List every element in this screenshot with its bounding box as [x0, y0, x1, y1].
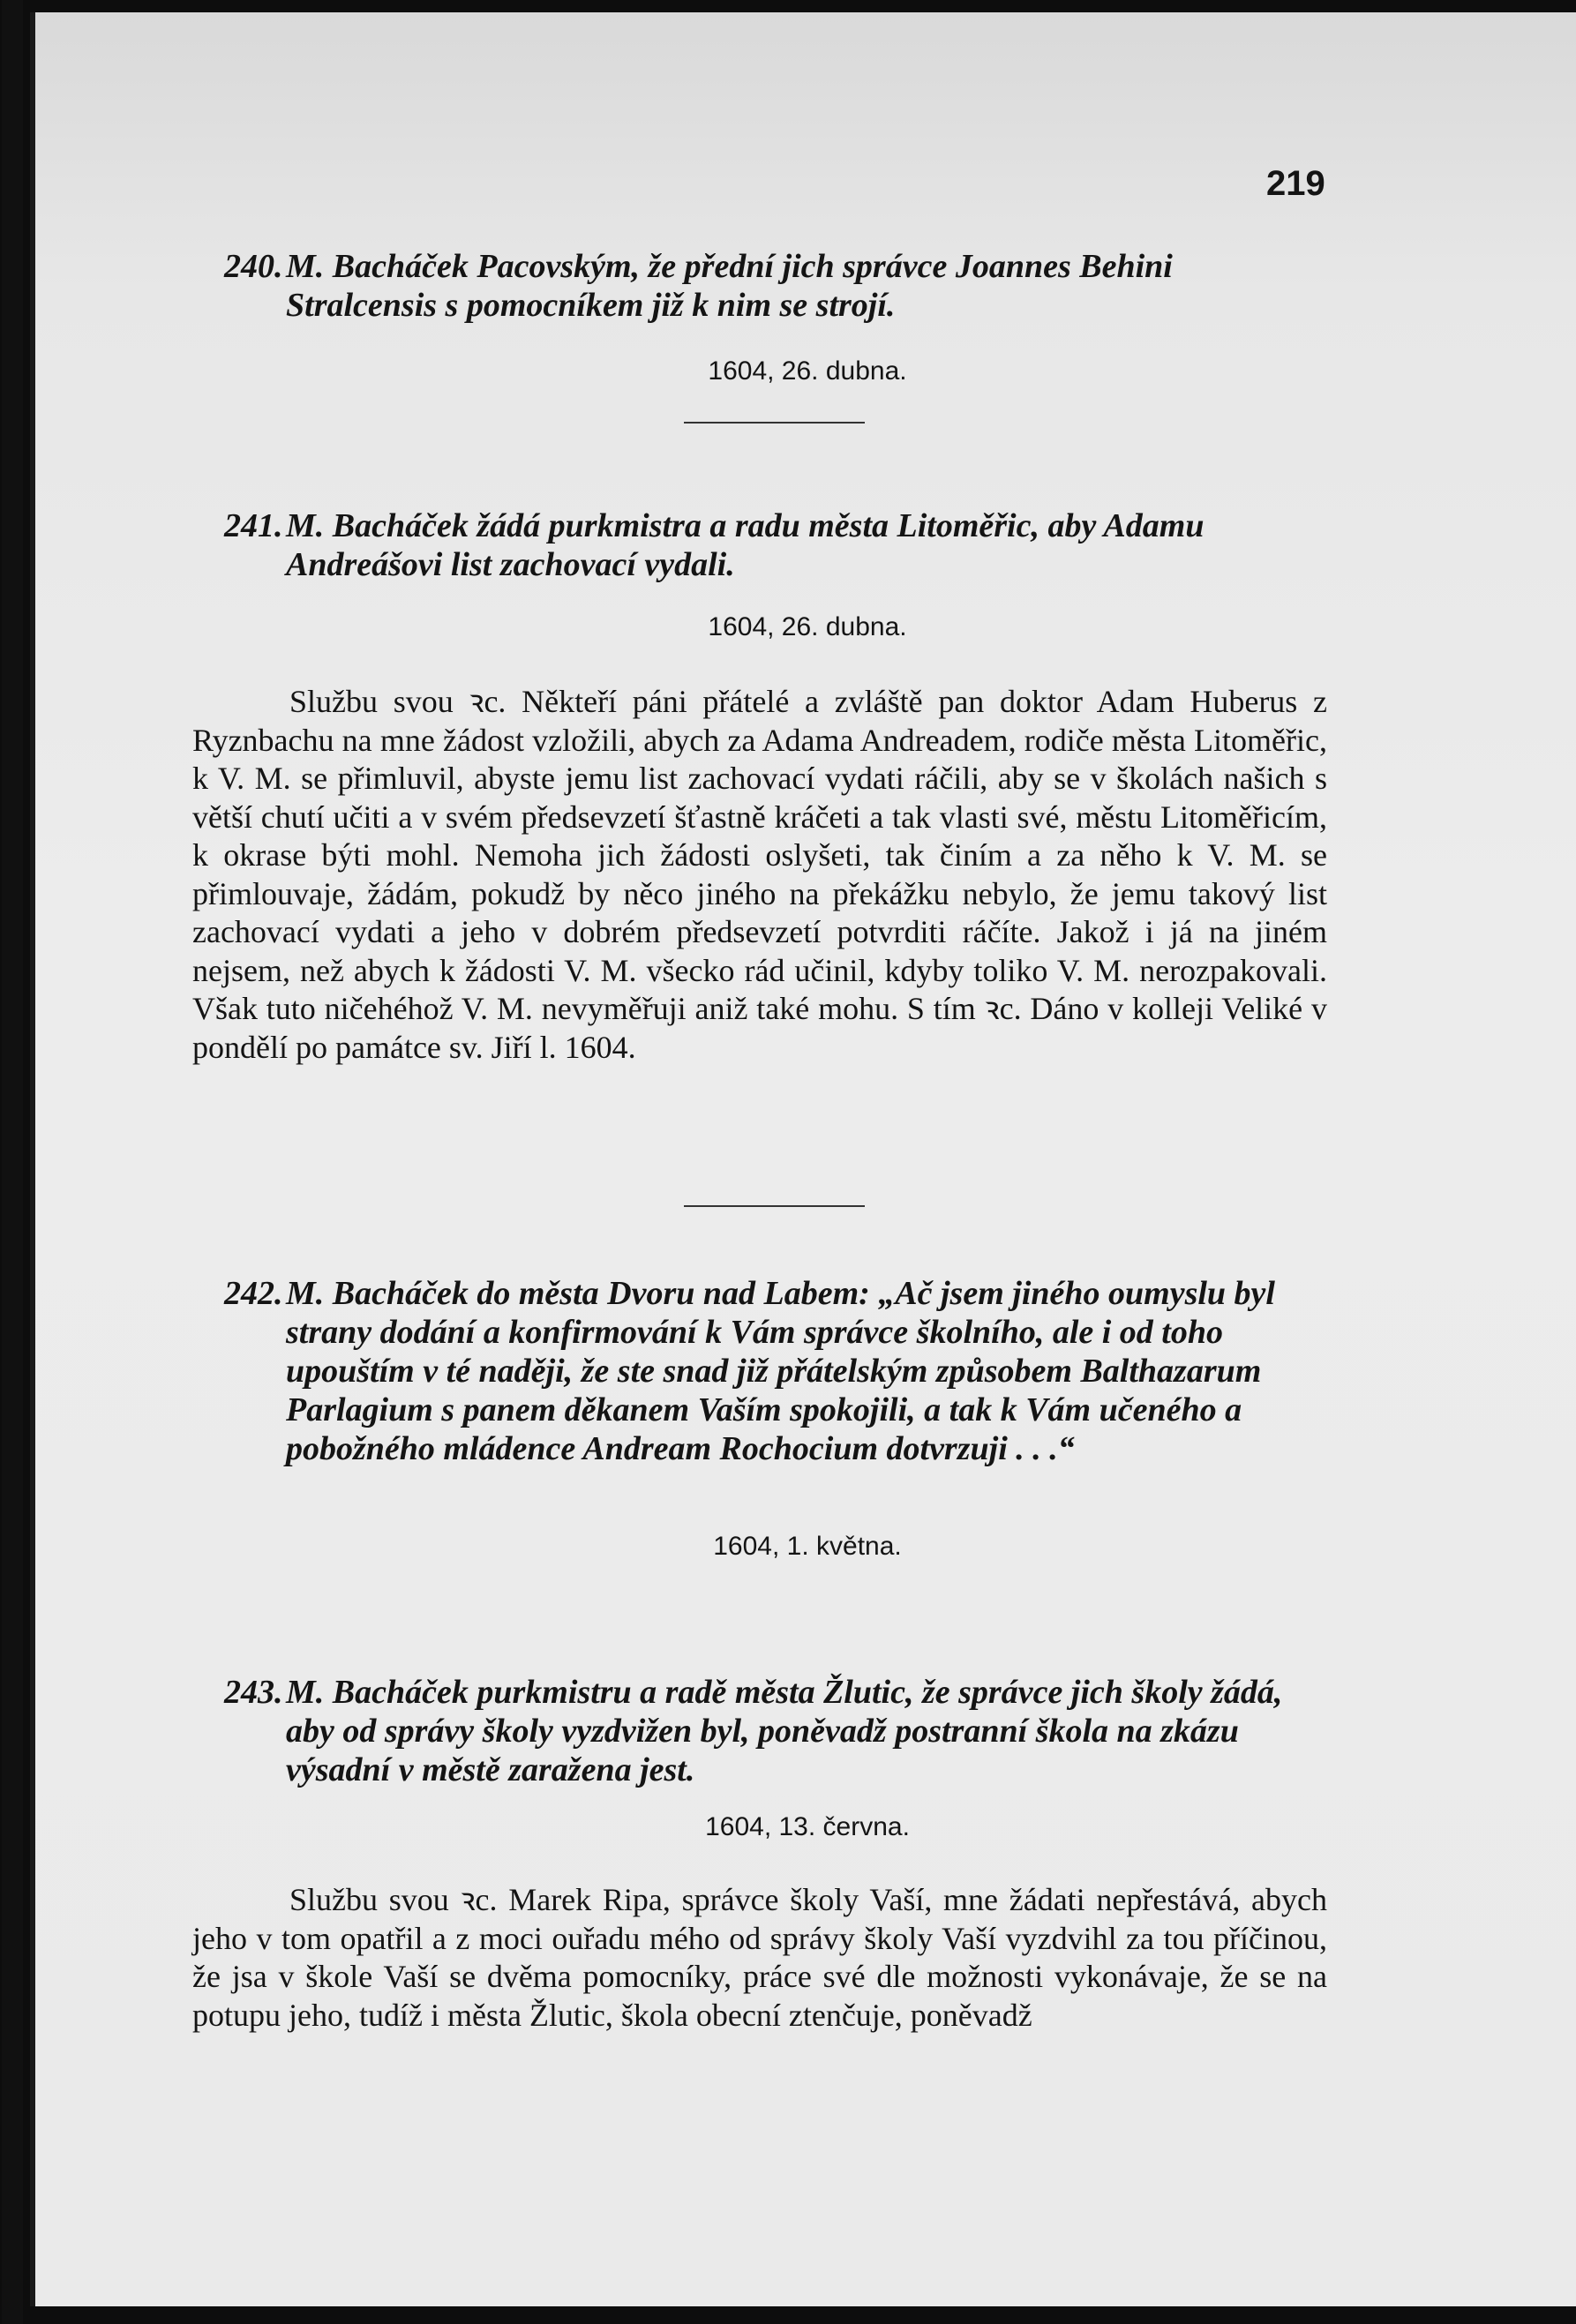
entry-title: M. Bacháček do města Dvoru nad Labem: „Ač jsem jiného oumyslu byl strany dodání a konfirmování k Vám správce školního, ale i od toho upouštím v té naději, že ste snad již přátelským způsobem Balthazarum Parlagium s panem děkanem Vaším spokojili, a tak k Vám učeného a pobožného mládence Andream Rochocium dotvrzuji . . .“: [286, 1275, 1275, 1467]
page-number: 219: [1266, 164, 1325, 203]
entry-letter-text: Službu svou ꝛc. Někteří páni přátelé a zvláště pan doktor Adam Huberus z Ryznbachu na mne žádost vzložili, abych za Adama Andreadem, rodiče města Litoměřic, k V. M. se přimluvil, abyste jemu list zachovací vydati ráčili, aby se v školách našich s větší chutí učiti a v svém předsevzetí šťastně kráčeti a tak vlasti své, městu Litoměřicím, k okrase býti mohl. Nemoha jich žádosti oslyšeti, tak činím a za něho k V. M. se přimlouvaje, žádám, pokudž by něco jiného na překážku nebylo, že jemu takový list zachovací vydati a jeho v dobrém předsevzetí potvrditi ráčíte. Jakož i já na jiném nejsem, než abych k žádosti V. M. všecko rád učinil, kdyby toliko V. M. nerozpakovali. Však tuto ničehéhož V. M. nevyměřuji aniž také mohu. S tím ꝛc. Dáno v kolleji Veliké v pondělí po památce sv. Jiří l. 1604.: [192, 684, 1327, 1065]
entry-title: M. Bacháček žádá purkmistra a radu města Litoměřic, aby Adamu Andreášovi list zachovací vydali.: [286, 507, 1205, 583]
entry-number: 242.: [224, 1275, 283, 1312]
entry-date: 1604, 26. dubna.: [708, 356, 907, 386]
entry-241-title-block: [224, 506, 1327, 584]
section-divider: [684, 422, 865, 424]
entry-number: 243.: [224, 1674, 283, 1711]
entry-number: 241.: [224, 507, 283, 544]
entry-243-title-block: [224, 1673, 1327, 1789]
entry-number: 240.: [224, 248, 283, 285]
entry-title: M. Bacháček Pacovským, že přední jich správce Joannes Behini Stralcensis s pomocníkem již k nim se strojí.: [286, 248, 1173, 324]
entry-242-title-block: [224, 1274, 1327, 1468]
entry-date: 1604, 13. června.: [705, 1812, 910, 1841]
entry-date: 1604, 1. května.: [713, 1532, 902, 1561]
entry-date: 1604, 26. dubna.: [708, 612, 907, 641]
entry-title: M. Bacháček purkmistru a radě města Žlutic, že správce jich školy žádá, aby od správy školy vyzdvižen byl, poněvadž postranní škola na zkázu výsadní v městě zaražena jest.: [286, 1674, 1283, 1788]
section-divider: [684, 1205, 865, 1207]
book-page: [30, 12, 1576, 2306]
scan-edge: [2, 0, 23, 2324]
entry-letter-text: Službu svou ꝛc. Marek Ripa, správce školy Vaší, mne žádati nepřestává, abych jeho v tom opatřil a z moci ouřadu mého od správy školy Vaší vyzdvihl za tou příčinou, že jsa v škole Vaší se dvěma pomocníky, práce své dle možnosti vykonávaje, že se na potupu jeho, tudíž i města Žlutic, škola obecní ztenčuje, poněvadž: [192, 1882, 1327, 2033]
entry-240-title-block: [224, 247, 1327, 325]
